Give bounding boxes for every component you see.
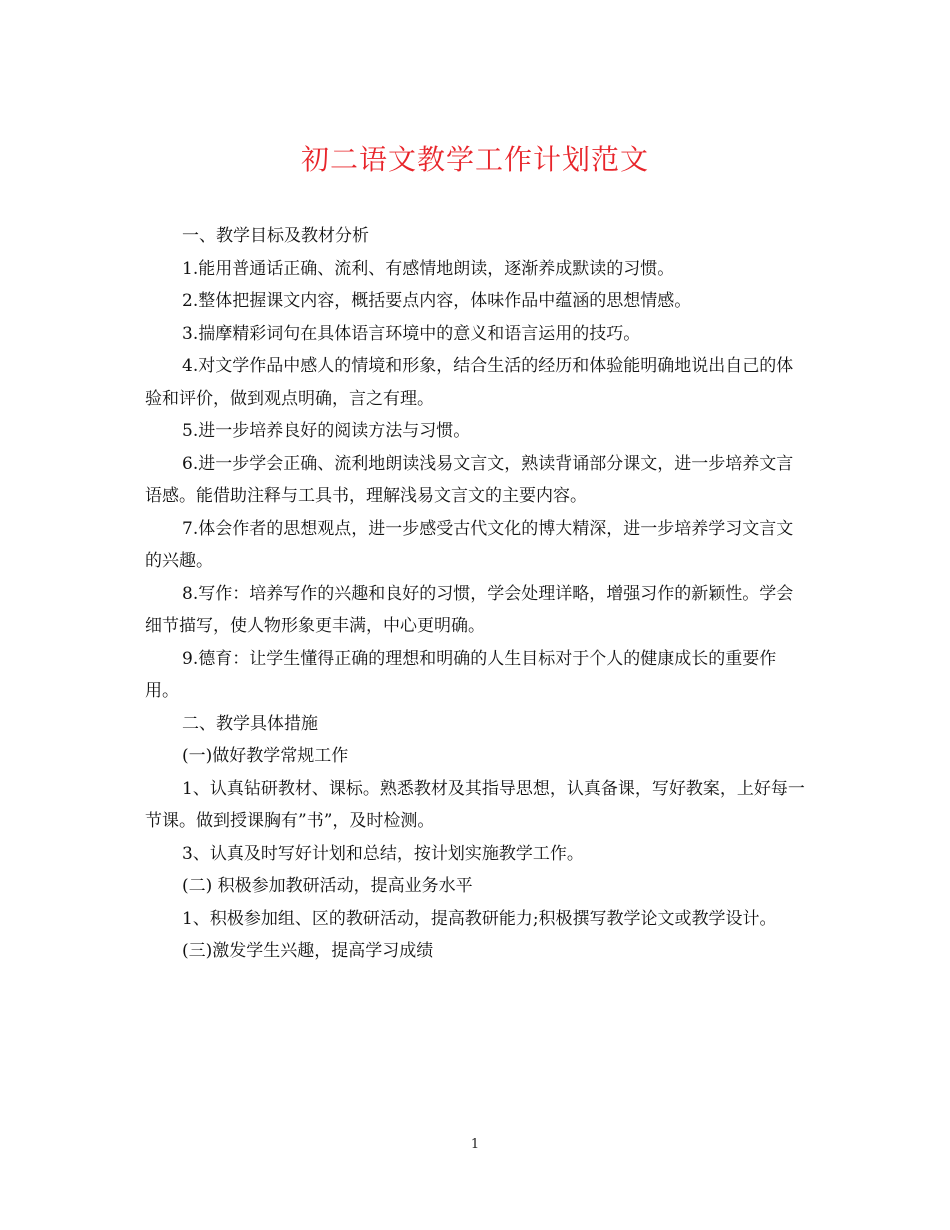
- subheading-2: (二) 积极参加教研活动，提高业务水平: [182, 876, 473, 896]
- section-heading-1: 一、教学目标及教材分析: [182, 226, 369, 246]
- paragraph-item-5: 5.进一步培养良好的阅读方法与习惯。: [182, 421, 471, 441]
- paragraph-item-2: 2.整体把握课文内容，概括要点内容，体味作品中蕴涵的思想情感。: [182, 291, 692, 311]
- measure-item-3: 3、认真及时写好计划和总结，按计划实施教学工作。: [182, 843, 584, 864]
- subheading-3: (三)激发学生兴趣，提高学习成绩: [182, 941, 434, 961]
- paragraph-item-3: 3.揣摩精彩词句在具体语言环境中的意义和语言运用的技巧。: [182, 323, 641, 344]
- measure-item-1: 1、认真钻研教材、课标。熟悉教材及其指导思想，认真备课，写好教案，上好每一节课。做到授课胸有”书”，及时检测。: [145, 778, 805, 831]
- paragraph-item-7: 7.体会作者的思想观点，进一步感受古代文化的博大精深，进一步培养学习文言文的兴趣。: [145, 518, 794, 571]
- paragraph-item-1: 1.能用普通话正确、流利、有感情地朗读，逐渐养成默读的习惯。: [182, 258, 675, 279]
- subheading-1: (一)做好教学常规工作: [182, 746, 349, 766]
- paragraph-item-9: 9.德育：让学生懂得正确的理想和明确的人生目标对于个人的健康成长的重要作用。: [145, 648, 777, 701]
- paragraph-item-4: 4.对文学作品中感人的情境和形象，结合生活的经历和体验能明确地说出自己的体验和评价，做到观点明确，言之有理。: [145, 356, 794, 409]
- section-heading-2: 二、教学具体措施: [182, 713, 318, 734]
- page-number: 1: [470, 1137, 480, 1152]
- paragraph-item-8: 8.写作：培养写作的兴趣和良好的习惯，学会处理详略，增强习作的新颖性。学会细节描写，使人物形象更丰满，中心更明确。: [145, 583, 794, 636]
- measure-item-research: 1、积极参加组、区的教研活动，提高教研能力;积极撰写教学论文或教学设计。: [182, 908, 777, 929]
- document-body: [145, 220, 805, 968]
- paragraph-item-6: 6.进一步学会正确、流利地朗读浅易文言文，熟读背诵部分课文，进一步培养文言语感。能借助注释与工具书，理解浅易文言文的主要内容。: [145, 453, 794, 506]
- document-title: 初二语文教学工作计划范文: [300, 143, 649, 176]
